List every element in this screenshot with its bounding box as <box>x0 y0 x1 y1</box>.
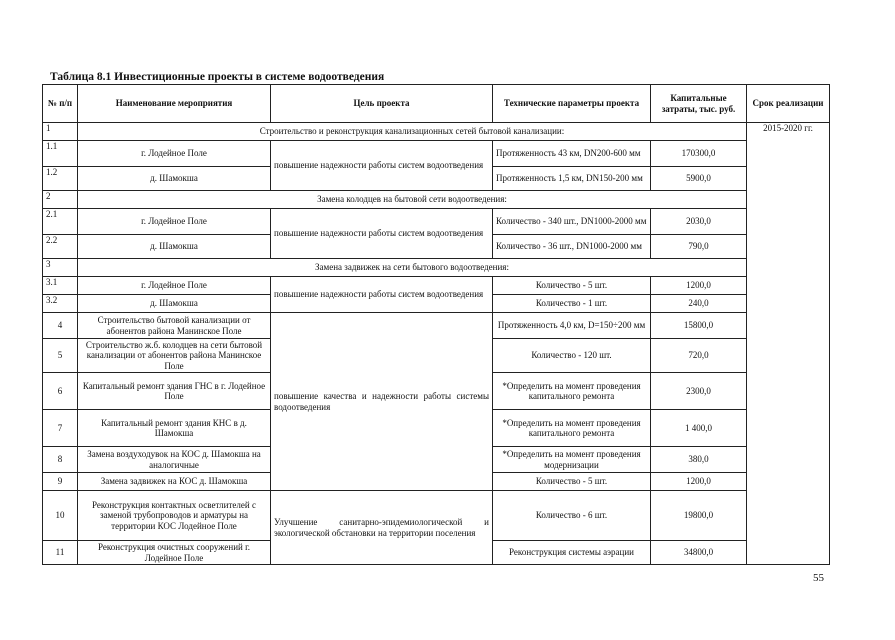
row-capex: 240,0 <box>651 295 747 313</box>
row-capex: 2030,0 <box>651 209 747 235</box>
row-name: д. Шамокша <box>78 167 271 191</box>
row-num: 4 <box>43 313 78 339</box>
row-capex: 5900,0 <box>651 167 747 191</box>
row-num: 8 <box>43 447 78 473</box>
row-num: 2.1 <box>43 209 78 235</box>
header-num: № п/п <box>43 85 78 123</box>
row-name: Капитальный ремонт здания КНС в д. Шамокша <box>78 410 271 447</box>
row-num: 6 <box>43 373 78 410</box>
row-name: Замена воздуходувок на КОС д. Шамокша на аналогичные <box>78 447 271 473</box>
row-num: 3.1 <box>43 277 78 295</box>
row-tech: Количество - 340 шт., DN1000-2000 мм <box>493 209 651 235</box>
header-tech: Технические параметры проекта <box>493 85 651 123</box>
row-name: Реконструкция очистных сооружений г. Лодейное Поле <box>78 541 271 565</box>
row-goal: Улучшение санитарно-эпидемиологической и экологической обстановки на территории поселения <box>271 491 493 565</box>
row-tech: Количество - 5 шт. <box>493 473 651 491</box>
investment-projects-table <box>42 84 830 565</box>
header-capex: Капитальные затраты, тыс. руб. <box>651 85 747 123</box>
section-num: 1 <box>43 123 78 141</box>
row-name: г. Лодейное Поле <box>78 209 271 235</box>
table-row <box>43 277 830 295</box>
section-row <box>43 191 830 209</box>
row-capex: 15800,0 <box>651 313 747 339</box>
section-title: Строительство и реконструкция канализационных сетей бытовой канализации: <box>78 123 747 141</box>
section-title: Замена колодцев на бытовой сети водоотведения: <box>78 191 747 209</box>
table-header-row <box>43 85 830 123</box>
row-num: 3.2 <box>43 295 78 313</box>
section-row <box>43 123 830 141</box>
row-tech: Протяженность 43 км, DN200-600 мм <box>493 141 651 167</box>
row-goal: повышение надежности работы систем водоотведения <box>271 209 493 259</box>
row-name: Строительство ж.б. колодцев на сети бытовой канализации от абонентов района Манинское Поле <box>78 339 271 373</box>
row-num: 10 <box>43 491 78 541</box>
table-row <box>43 491 830 541</box>
row-tech: Протяженность 1,5 км, DN150-200 мм <box>493 167 651 191</box>
row-num: 9 <box>43 473 78 491</box>
row-capex: 720,0 <box>651 339 747 373</box>
row-name: д. Шамокша <box>78 235 271 259</box>
row-tech: *Определить на момент проведения капитального ремонта <box>493 373 651 410</box>
table-row <box>43 209 830 235</box>
row-name: г. Лодейное Поле <box>78 141 271 167</box>
row-capex: 1200,0 <box>651 473 747 491</box>
row-num: 11 <box>43 541 78 565</box>
header-term: Срок реализации <box>747 85 830 123</box>
row-num: 5 <box>43 339 78 373</box>
table-row <box>43 313 830 339</box>
row-capex: 1 400,0 <box>651 410 747 447</box>
row-capex: 1200,0 <box>651 277 747 295</box>
row-capex: 170300,0 <box>651 141 747 167</box>
row-name: Строительство бытовой канализации от абонентов района Манинское Поле <box>78 313 271 339</box>
row-tech: Протяженность 4,0 км, D=150÷200 мм <box>493 313 651 339</box>
page-number: 55 <box>813 572 824 584</box>
row-capex: 790,0 <box>651 235 747 259</box>
row-tech: Количество - 1 шт. <box>493 295 651 313</box>
table-row <box>43 141 830 167</box>
row-name: Замена задвижек на КОС д. Шамокша <box>78 473 271 491</box>
header-name: Наименование мероприятия <box>78 85 271 123</box>
term-cell: 2015-2020 гг. <box>747 123 830 565</box>
row-name: г. Лодейное Поле <box>78 277 271 295</box>
row-capex: 34800,0 <box>651 541 747 565</box>
row-goal: повышение качества и надежности работы системы водоотведения <box>271 313 493 491</box>
row-tech: *Определить на момент проведения модернизации <box>493 447 651 473</box>
row-num: 2.2 <box>43 235 78 259</box>
row-tech: *Определить на момент проведения капитального ремонта <box>493 410 651 447</box>
row-capex: 380,0 <box>651 447 747 473</box>
row-tech: Количество - 5 шт. <box>493 277 651 295</box>
row-tech: Количество - 6 шт. <box>493 491 651 541</box>
row-capex: 19800,0 <box>651 491 747 541</box>
row-goal: повышение надежности работы систем водоотведения <box>271 277 493 313</box>
row-num: 7 <box>43 410 78 447</box>
row-name: Реконструкция контактных осветлителей с заменой трубопроводов и арматуры на территории КОС Лодейное Поле <box>78 491 271 541</box>
section-title: Замена задвижек на сети бытового водоотведения: <box>78 259 747 277</box>
section-num: 2 <box>43 191 78 209</box>
row-goal: повышение надежности работы систем водоотведения <box>271 141 493 191</box>
row-tech: Реконструкция системы аэрации <box>493 541 651 565</box>
row-tech: Количество - 36 шт., DN1000-2000 мм <box>493 235 651 259</box>
row-capex: 2300,0 <box>651 373 747 410</box>
row-name: Капитальный ремонт здания ГНС в г. Лодейное Поле <box>78 373 271 410</box>
row-name: д. Шамокша <box>78 295 271 313</box>
header-goal: Цель проекта <box>271 85 493 123</box>
section-num: 3 <box>43 259 78 277</box>
table-caption: Таблица 8.1 Инвестиционные проекты в системе водоотведения <box>50 71 385 83</box>
section-row <box>43 259 830 277</box>
row-num: 1.2 <box>43 167 78 191</box>
row-num: 1.1 <box>43 141 78 167</box>
row-tech: Количество - 120 шт. <box>493 339 651 373</box>
